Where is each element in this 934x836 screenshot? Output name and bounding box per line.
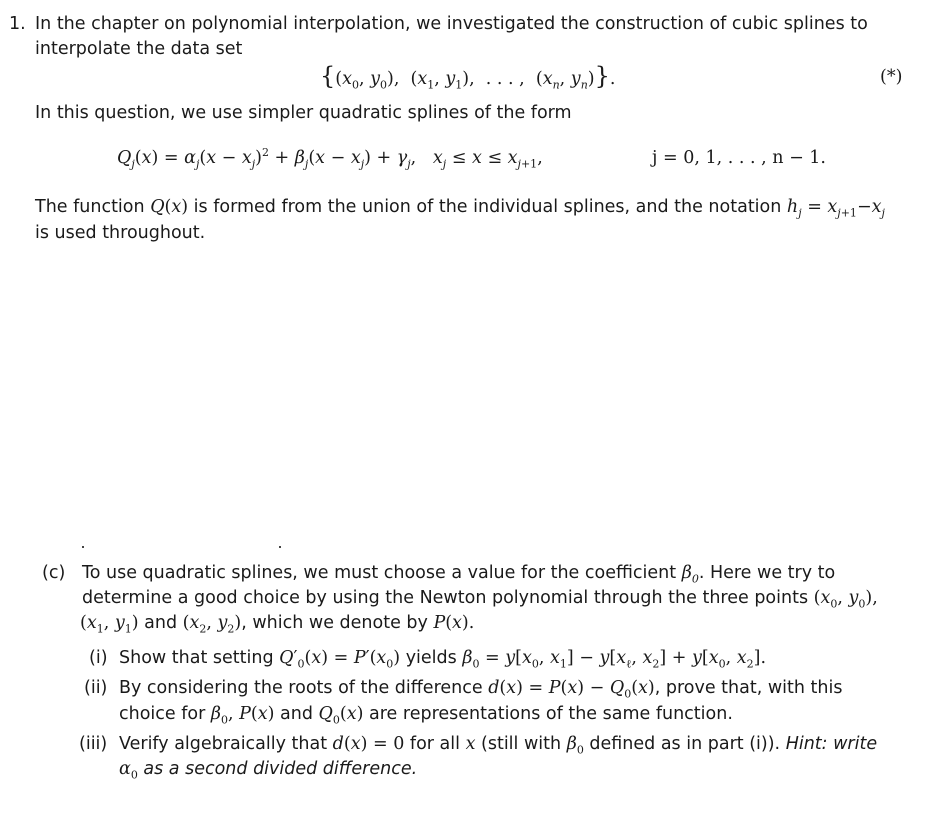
item-text: and: [280, 704, 313, 724]
item-ii-label: (ii): [84, 678, 108, 698]
item-ii-text-1: By considering the roots of the difference $d(x) = P(x) - Q_0(x)$, prove that, with this: [119, 678, 843, 701]
simpler-splines-line: In this question, we use simpler quadratic splines of the form: [35, 103, 572, 123]
h-notation: $h_j = x_{j+1}-x_j$: [786, 197, 885, 220]
item-text: , prove that, with this: [654, 678, 843, 698]
spline-range: j = 0, 1, . . . , n − 1.: [652, 148, 826, 168]
q-of-x: Q: [150, 197, 165, 217]
item-iii-label: (iii): [79, 734, 108, 754]
item-iii-text-1: Verify algebraically that d(x) = 0 for all x (still with $\beta_0$ defined as in part (i)). Hint: write: [119, 734, 878, 757]
part-c-text: . Here we try to: [698, 563, 836, 583]
part-c-label: (c): [42, 563, 66, 583]
hint-text: as a second divided difference.: [143, 759, 418, 779]
part-c-text: determine a good choice by using the Newton polynomial through the three points: [82, 588, 809, 608]
item-ii-text-2: choice for $\beta_0$, P(x) and $Q_0(x)$ are representations of the same function.: [119, 704, 733, 727]
item-text: By considering the roots of the difference: [119, 678, 483, 698]
equation-tag: (*): [880, 67, 903, 87]
item-text: for all: [409, 734, 460, 754]
part-c-text: To use quadratic splines, we must choose a value for the coefficient: [82, 563, 677, 583]
dataset-equation: {($x_0$, $y_0$), ($x_1$, $y_1$), . . . , ($x_n$, $y_n$)}.: [320, 62, 616, 92]
item-text: defined as in part (i)).: [589, 734, 781, 754]
part-c-text: , which we denote by: [241, 613, 428, 633]
item-text: choice for: [119, 704, 206, 724]
intro-line-2: interpolate the data set: [35, 39, 243, 59]
stray-mark: [82, 546, 84, 548]
stray-mark: [279, 546, 281, 548]
part-c-line-2: determine a good choice by using the Newton polynomial through the three points ($x_0$, $y_0$),: [82, 588, 878, 611]
intro-line-1: In the chapter on polynomial interpolation, we investigated the construction of cubic splines to: [35, 14, 868, 34]
part-c-text: and: [144, 613, 178, 633]
function-text-a: The function: [35, 197, 145, 217]
item-i-label: (i): [89, 648, 108, 668]
item-text: Show that setting: [119, 648, 274, 668]
part-c-line-3: ($x_1$, $y_1$) and ($x_2$, $y_2$), which we denote by P(x).: [80, 613, 475, 636]
item-i-text: Show that setting $Q'_0(x) = P'(x_0)$ yields $\beta_0 = y[x_0$, $x_1] - y[x_\ell$, $x_2] + y[x_0$, $x_2$].: [119, 648, 767, 671]
function-text-b: is formed from the union of the individual splines, and the notation: [193, 197, 782, 217]
hint-text: Hint: write: [785, 734, 878, 754]
function-line-2: is used throughout.: [35, 223, 206, 243]
spline-equation: $Q_j(x) = \alpha_j(x - x_j)^2 + \beta_j(x - x_j) + \gamma_j$, $x_j \le x \le x_{j+1}$,: [117, 146, 543, 171]
item-text: (still with: [481, 734, 562, 754]
item-text: are representations of the same function.: [369, 704, 733, 724]
item-iii-text-2: $\alpha_0$ as a second divided difference.: [119, 759, 418, 782]
item-text: Verify algebraically that: [119, 734, 328, 754]
part-c-line-1: [82, 563, 836, 586]
item-text: yields: [405, 648, 457, 668]
beta-0: $\beta_0$: [681, 563, 699, 586]
question-number: 1.: [9, 14, 26, 34]
function-line-1: The function Q(x) is formed from the union of the individual splines, and the notation $h_j = x_{j+1}-x_j$: [35, 197, 885, 220]
